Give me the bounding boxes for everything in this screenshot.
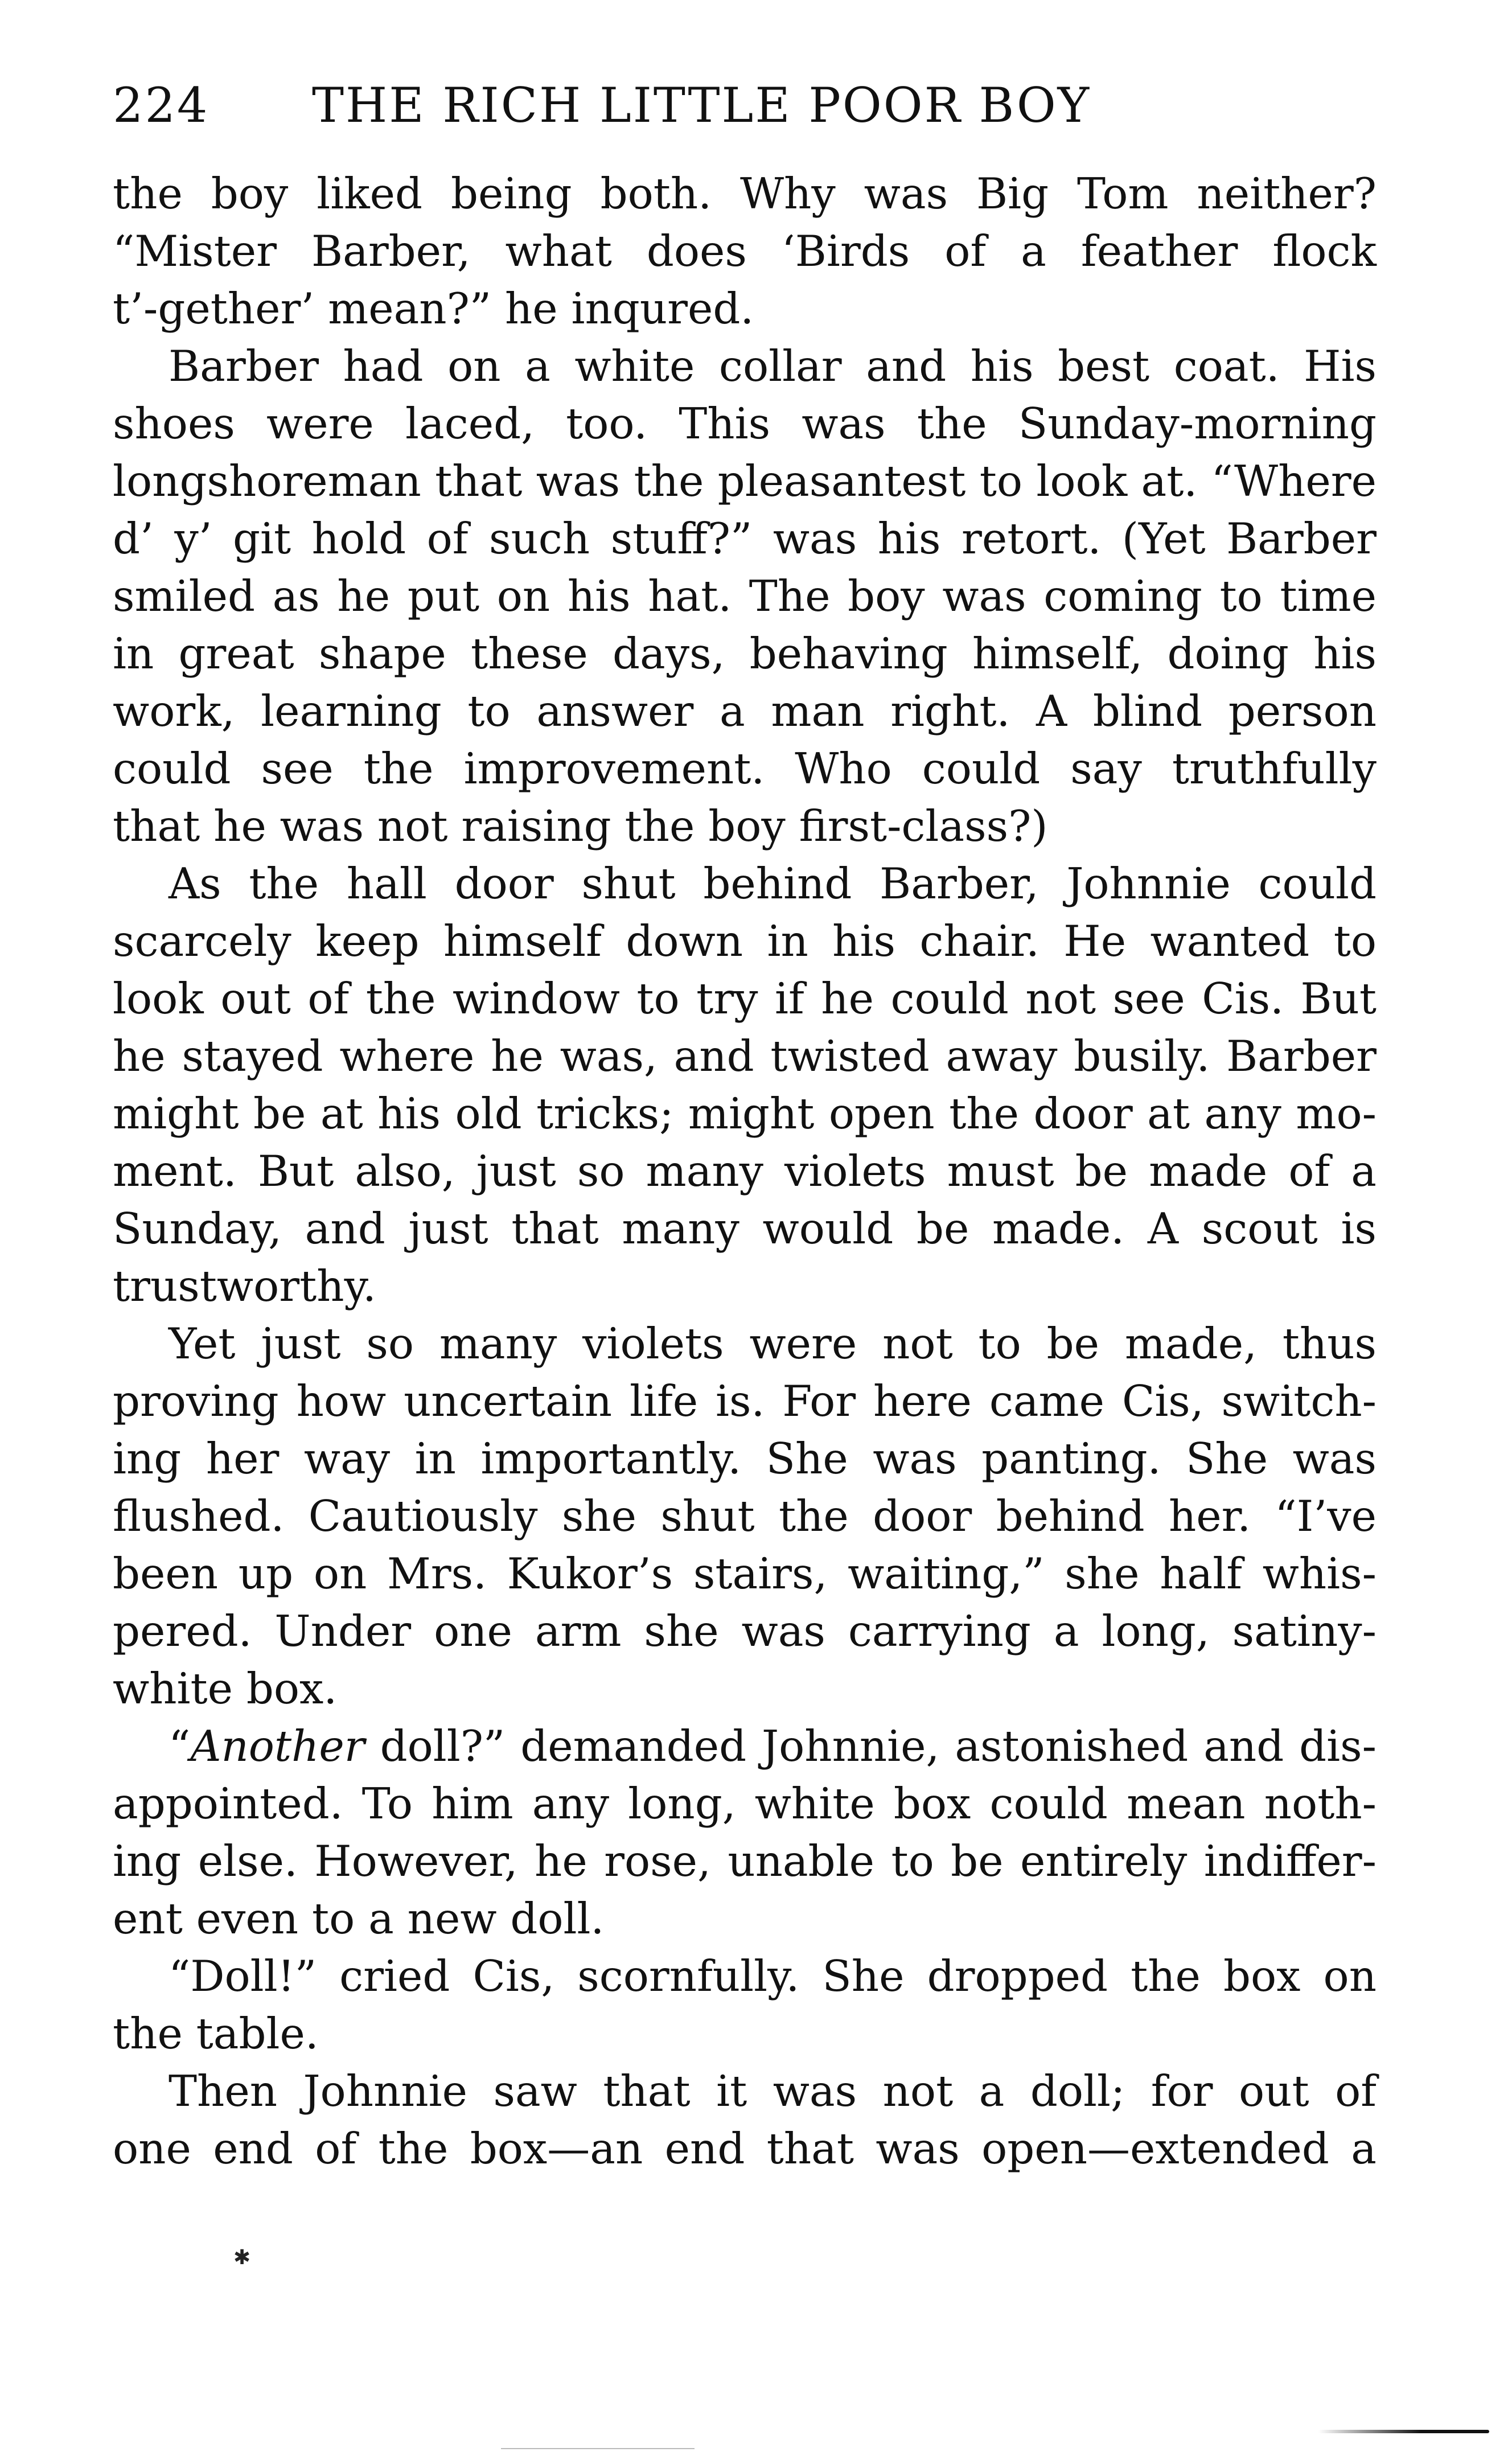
text-line: longshoreman that was the pleasantest to look at. “Where bbox=[113, 456, 1377, 506]
text-line: one end of the box—an end that was open—extended a bbox=[113, 2124, 1377, 2174]
text-line: he stayed where he was, and twisted away busily. Barber bbox=[113, 1031, 1377, 1081]
body-text bbox=[113, 165, 1377, 2178]
text-line: flushed. Cautiously she shut the door behind her. “I’ve bbox=[113, 1491, 1377, 1541]
text-line: the boy liked being both. Why was Big Tom neither? bbox=[113, 169, 1377, 219]
text-line: Barber had on a white collar and his best coat. His bbox=[169, 341, 1377, 391]
text-line: look out of the window to try if he could not see Cis. But bbox=[113, 974, 1377, 1024]
text-line: ing else. However, he rose, unable to be entirely indiffer- bbox=[113, 1836, 1377, 1886]
text-line: shoes were laced, too. This was the Sunday-morning bbox=[113, 399, 1377, 449]
text-line: Then Johnnie saw that it was not a doll; for out of bbox=[169, 2066, 1377, 2116]
text-line: ent even to a new doll. bbox=[113, 1894, 605, 1944]
text-line: might be at his old tricks; might open the door at any mo- bbox=[113, 1089, 1377, 1139]
text-line: that he was not raising the boy first-class?) bbox=[113, 801, 1048, 851]
text-line: ment. But also, just so many violets must be made of a bbox=[113, 1146, 1377, 1196]
text-line: the table. bbox=[113, 2009, 319, 2059]
text-line: “Mister Barber, what does ‘Birds of a feather flock bbox=[113, 226, 1377, 276]
text-line: ing her way in importantly. She was panting. She was bbox=[113, 1434, 1377, 1484]
bottom-faint-rule bbox=[501, 2448, 695, 2449]
text-line: in great shape these days, behaving himself, doing his bbox=[113, 629, 1377, 679]
text-line: “Another doll?” demanded Johnnie, astonished and dis- bbox=[169, 1721, 1377, 1771]
text-line: proving how uncertain life is. For here came Cis, switch- bbox=[113, 1376, 1377, 1426]
running-head bbox=[113, 74, 1377, 137]
text-line: As the hall door shut behind Barber, Johnnie could bbox=[169, 859, 1377, 909]
text-line: pered. Under one arm she was carrying a long, satiny- bbox=[113, 1606, 1377, 1656]
printer-mark-icon: ✱ bbox=[233, 2246, 251, 2269]
emphasized-word: Another bbox=[190, 1721, 365, 1771]
text-line: “Doll!” cried Cis, scornfully. She dropped the box on bbox=[169, 1951, 1377, 2001]
text-line: white box. bbox=[113, 1664, 338, 1714]
page-number: 224 bbox=[113, 77, 209, 133]
text-line: could see the improvement. Who could say truthfully bbox=[113, 744, 1377, 794]
book-title: THE RICH LITTLE POOR BOY bbox=[312, 77, 1091, 133]
text-line: d’ y’ git hold of such stuff?” was his retort. (Yet Barber bbox=[113, 514, 1377, 564]
text-line: appointed. To him any long, white box could mean noth- bbox=[113, 1779, 1377, 1829]
text-line: smiled as he put on his hat. The boy was coming to time bbox=[113, 571, 1377, 621]
text-line: been up on Mrs. Kukor’s stairs, waiting,” she half whis- bbox=[113, 1549, 1377, 1599]
text-line: scarcely keep himself down in his chair. He wanted to bbox=[113, 916, 1377, 966]
text-line: trustworthy. bbox=[113, 1261, 376, 1311]
text-line: Sunday, and just that many would be made. A scout is bbox=[113, 1204, 1377, 1254]
text-line: Yet just so many violets were not to be made, thus bbox=[169, 1319, 1377, 1369]
text-line: work, learning to answer a man right. A blind person bbox=[113, 686, 1377, 736]
text-line: t’-gether’ mean?” he inqured. bbox=[113, 284, 754, 334]
bottom-ink-rule bbox=[1318, 2430, 1489, 2433]
